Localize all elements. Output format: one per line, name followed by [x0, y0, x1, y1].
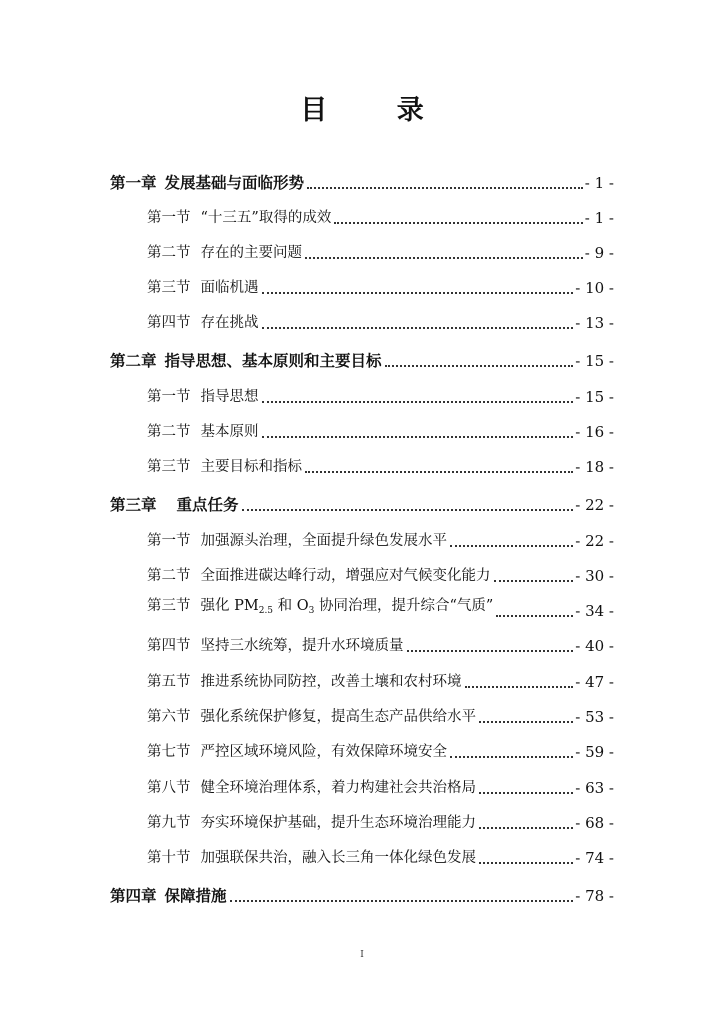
entry-title: 严控区域环境风险，有效保障环境安全 [200, 744, 447, 760]
entry-title: 指导思想、基本原则和主要目标 [164, 352, 382, 370]
entry-title: “十三五”取得的成效 [200, 210, 332, 226]
toc-chapter-1[interactable] [110, 172, 614, 194]
entry-page: - 22 - [575, 496, 614, 514]
dot-leader [479, 721, 573, 723]
toc-section-3-4[interactable] [147, 635, 614, 657]
dot-leader [242, 509, 574, 511]
dot-leader [230, 900, 574, 902]
toc-chapter-3[interactable] [110, 494, 614, 516]
toc-section-2-1[interactable] [147, 386, 614, 408]
dot-leader [479, 862, 573, 864]
entry-page: - 9 - [584, 244, 614, 262]
dot-leader [496, 615, 573, 617]
entry-number: 第二节 [147, 568, 191, 584]
entry-number: 第二节 [147, 245, 191, 261]
dot-leader [262, 327, 574, 329]
entry-title: 重点任务 [176, 496, 239, 514]
entry-page: - 22 - [575, 532, 614, 550]
entry-title: 加强源头治理，全面提升绿色发展水平 [200, 533, 447, 549]
entry-number: 第三节 [147, 280, 191, 296]
entry-number: 第一节 [147, 210, 191, 226]
entry-title: 强化 $PM_{2.5}$ 和 $O_3$ 协同治理，提升综合“气质” [200, 598, 494, 616]
entry-title: 健全环境治理体系，着力构建社会共治格局 [200, 780, 476, 796]
entry-number: 第三章 [110, 496, 157, 514]
entry-number: 第八节 [147, 780, 191, 796]
page-footer-number: I [360, 950, 364, 960]
entry-title: 坚持三水统筹，提升水环境质量 [200, 638, 404, 654]
toc-section-3-6[interactable] [147, 706, 614, 728]
entry-title: 保障措施 [164, 887, 227, 905]
entry-number: 第四章 [110, 887, 157, 905]
dot-leader [450, 545, 573, 547]
dot-leader [407, 650, 574, 652]
entry-page: - 13 - [575, 314, 614, 332]
entry-number: 第九节 [147, 815, 191, 831]
entry-page: - 18 - [575, 458, 614, 476]
entry-page: - 74 - [575, 849, 614, 867]
toc-section-3-7[interactable] [147, 741, 614, 763]
dot-leader [262, 292, 574, 294]
entry-number: 第二章 [110, 352, 157, 370]
entry-page: - 15 - [575, 352, 614, 370]
entry-number: 第四节 [147, 315, 191, 331]
toc-chapter-4[interactable] [110, 885, 614, 907]
toc-section-1-1[interactable] [147, 207, 614, 229]
entry-title: 基本原则 [200, 424, 259, 440]
entry-number: 第三节 [147, 598, 191, 614]
entry-number: 第十节 [147, 850, 191, 866]
entry-page: - 1 - [584, 209, 614, 227]
entry-number: 第六节 [147, 709, 191, 725]
toc-section-3-10[interactable] [147, 847, 614, 869]
entry-number: 第二节 [147, 424, 191, 440]
toc-section-3-2[interactable] [147, 565, 614, 587]
entry-title: 全面推进碳达峰行动，增强应对气候变化能力 [200, 568, 491, 584]
entry-number: 第一节 [147, 533, 191, 549]
entry-title: 指导思想 [200, 389, 259, 405]
toc-section-1-2[interactable] [147, 242, 614, 264]
entry-number: 第七节 [147, 744, 191, 760]
entry-title: 加强联保共治，融入长三角一体化绿色发展 [200, 850, 476, 866]
toc-section-2-2[interactable] [147, 421, 614, 443]
entry-number: 第四节 [147, 638, 191, 654]
entry-page: - 15 - [575, 388, 614, 406]
entry-title: 夯实环境保护基础，提升生态环境治理能力 [200, 815, 476, 831]
dot-leader [305, 257, 583, 259]
toc-section-3-5[interactable] [147, 671, 614, 693]
toc-section-3-9[interactable] [147, 812, 614, 834]
entry-title: 主要目标和指标 [200, 459, 302, 475]
entry-title: 推进系统协同防控，改善土壤和农村环境 [200, 674, 462, 690]
dot-leader [450, 756, 573, 758]
entry-page: - 59 - [575, 743, 614, 761]
dot-leader [479, 827, 573, 829]
dot-leader [262, 436, 574, 438]
dot-leader [465, 686, 574, 688]
dot-leader [479, 792, 573, 794]
dot-leader [334, 222, 582, 224]
toc-section-1-3[interactable] [147, 277, 614, 299]
entry-title: 面临机遇 [200, 280, 259, 296]
toc-chapter-2[interactable] [110, 350, 614, 372]
dot-leader [385, 365, 574, 367]
entry-page: - 30 - [575, 567, 614, 585]
entry-title: 发展基础与面临形势 [164, 174, 305, 192]
entry-number: 第五节 [147, 674, 191, 690]
dot-leader [305, 471, 573, 473]
toc-section-2-3[interactable] [147, 456, 614, 478]
entry-title: 存在的主要问题 [200, 245, 302, 261]
entry-page: - 34 - [575, 602, 614, 620]
entry-page: - 1 - [584, 174, 614, 192]
entry-page: - 40 - [575, 637, 614, 655]
toc-section-1-4[interactable] [147, 312, 614, 334]
toc-section-3-3[interactable] [147, 600, 614, 622]
entry-page: - 68 - [575, 814, 614, 832]
entry-page: - 47 - [575, 673, 614, 691]
toc-section-3-8[interactable] [147, 777, 614, 799]
entry-title: 强化系统保护修复，提高生态产品供给水平 [200, 709, 476, 725]
dot-leader [307, 187, 583, 189]
entry-page: - 16 - [575, 423, 614, 441]
entry-page: - 63 - [575, 779, 614, 797]
toc-section-3-1[interactable] [147, 530, 614, 552]
entry-page: - 78 - [575, 887, 614, 905]
dot-leader [262, 401, 574, 403]
dot-leader [494, 580, 574, 582]
entry-page: - 10 - [575, 279, 614, 297]
entry-number: 第三节 [147, 459, 191, 475]
entry-page: - 53 - [575, 708, 614, 726]
entry-number: 第一节 [147, 389, 191, 405]
page-title: 目 录 [300, 95, 454, 126]
entry-title: 存在挑战 [200, 315, 259, 331]
entry-number: 第一章 [110, 174, 157, 192]
